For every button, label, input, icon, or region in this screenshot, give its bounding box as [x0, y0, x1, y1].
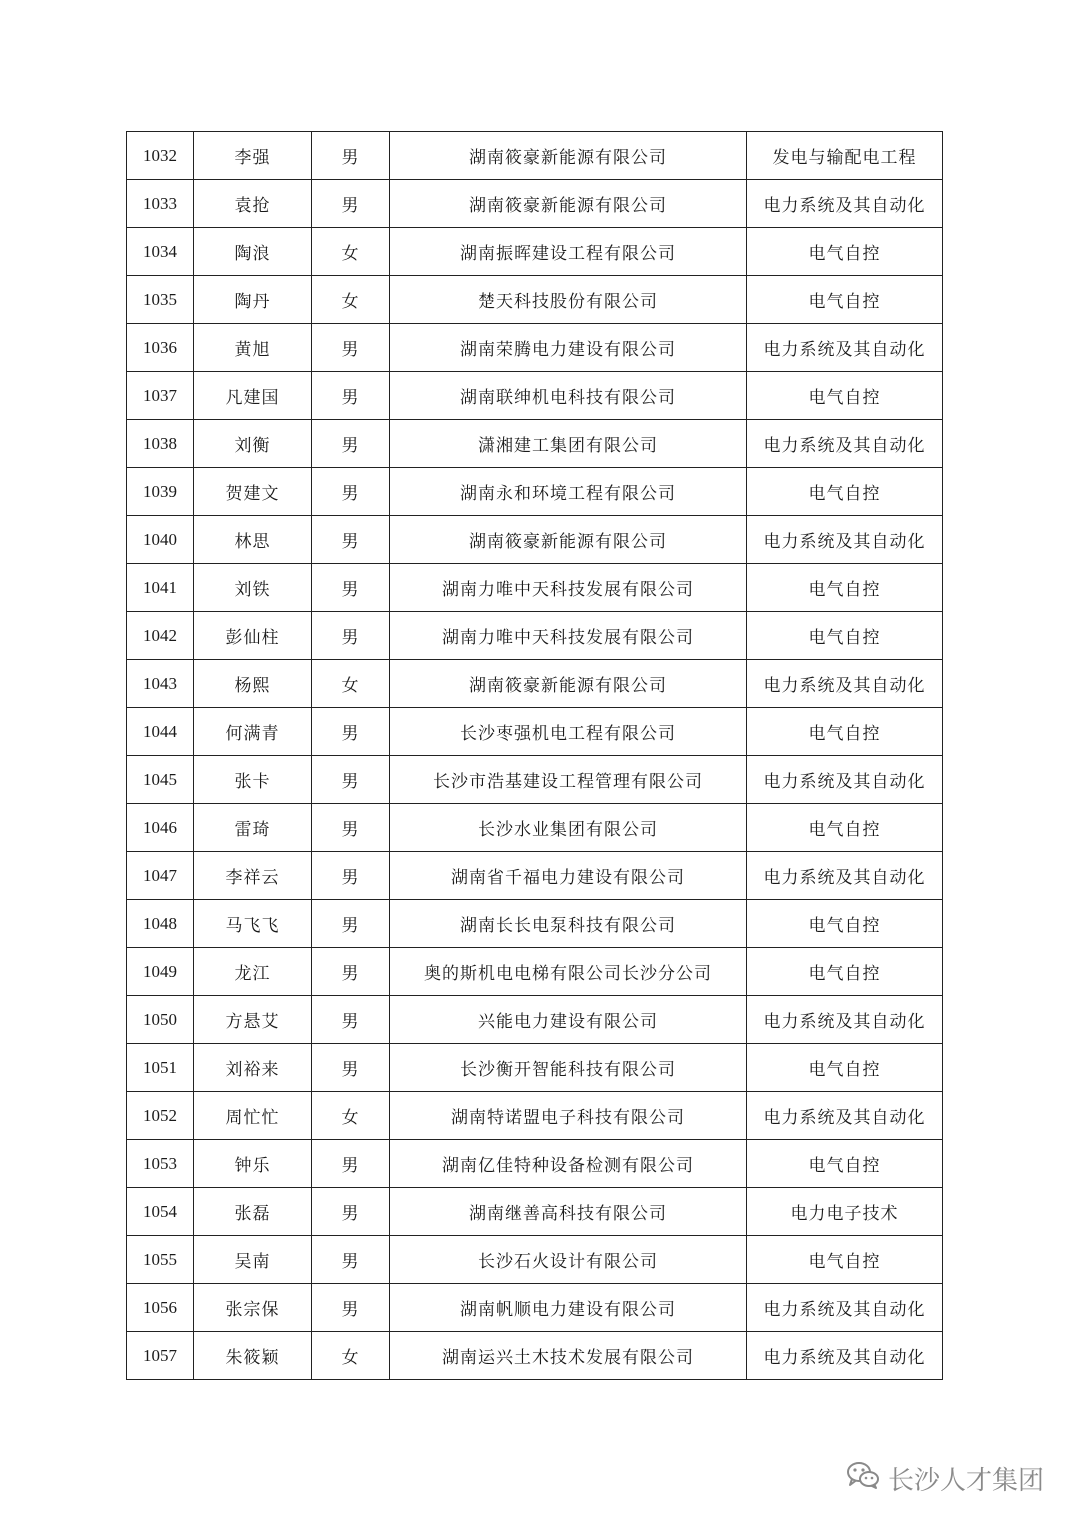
table-row — [127, 708, 943, 756]
cell-gender: 男 — [312, 708, 390, 756]
cell-gender: 男 — [312, 132, 390, 180]
table-row — [127, 1044, 943, 1092]
cell-major: 电气自控 — [747, 372, 943, 420]
table-row — [127, 372, 943, 420]
cell-id: 1045 — [127, 756, 194, 804]
cell-name: 周忙忙 — [194, 1092, 312, 1140]
table-row — [127, 660, 943, 708]
cell-major: 发电与输配电工程 — [747, 132, 943, 180]
cell-gender: 男 — [312, 1236, 390, 1284]
cell-name: 刘裕来 — [194, 1044, 312, 1092]
cell-major: 电气自控 — [747, 564, 943, 612]
table-row — [127, 468, 943, 516]
cell-name: 刘铁 — [194, 564, 312, 612]
watermark — [846, 1460, 1044, 1497]
cell-name: 张磊 — [194, 1188, 312, 1236]
wechat-icon — [846, 1460, 880, 1497]
cell-name: 贺建文 — [194, 468, 312, 516]
cell-gender: 男 — [312, 516, 390, 564]
cell-id: 1046 — [127, 804, 194, 852]
cell-gender: 男 — [312, 1044, 390, 1092]
cell-gender: 女 — [312, 660, 390, 708]
table-row — [127, 900, 943, 948]
cell-company: 潇湘建工集团有限公司 — [390, 420, 747, 468]
cell-major: 电气自控 — [747, 1236, 943, 1284]
cell-company: 兴能电力建设有限公司 — [390, 996, 747, 1044]
cell-gender: 女 — [312, 276, 390, 324]
cell-major: 电力系统及其自动化 — [747, 660, 943, 708]
cell-name: 龙江 — [194, 948, 312, 996]
cell-name: 钟乐 — [194, 1140, 312, 1188]
cell-id: 1038 — [127, 420, 194, 468]
cell-id: 1052 — [127, 1092, 194, 1140]
cell-id: 1042 — [127, 612, 194, 660]
cell-company: 湖南继善高科技有限公司 — [390, 1188, 747, 1236]
cell-company: 长沙水业集团有限公司 — [390, 804, 747, 852]
cell-name: 袁抢 — [194, 180, 312, 228]
cell-gender: 男 — [312, 804, 390, 852]
cell-company: 湖南荣腾电力建设有限公司 — [390, 324, 747, 372]
cell-gender: 男 — [312, 756, 390, 804]
table-row — [127, 1236, 943, 1284]
cell-name: 林思 — [194, 516, 312, 564]
cell-id: 1054 — [127, 1188, 194, 1236]
cell-id: 1032 — [127, 132, 194, 180]
cell-major: 电力系统及其自动化 — [747, 996, 943, 1044]
cell-gender: 男 — [312, 1188, 390, 1236]
cell-major: 电力系统及其自动化 — [747, 516, 943, 564]
roster-table — [126, 131, 943, 1380]
table-row — [127, 1332, 943, 1380]
cell-name: 雷琦 — [194, 804, 312, 852]
cell-id: 1034 — [127, 228, 194, 276]
cell-name: 张卡 — [194, 756, 312, 804]
cell-name: 杨熙 — [194, 660, 312, 708]
cell-id: 1039 — [127, 468, 194, 516]
cell-gender: 男 — [312, 1140, 390, 1188]
cell-id: 1037 — [127, 372, 194, 420]
cell-gender: 女 — [312, 1092, 390, 1140]
cell-gender: 男 — [312, 420, 390, 468]
cell-gender: 女 — [312, 228, 390, 276]
table-row — [127, 228, 943, 276]
cell-gender: 男 — [312, 180, 390, 228]
table-row — [127, 516, 943, 564]
cell-id: 1041 — [127, 564, 194, 612]
cell-name: 方悬艾 — [194, 996, 312, 1044]
cell-id: 1055 — [127, 1236, 194, 1284]
cell-gender: 男 — [312, 612, 390, 660]
cell-company: 长沙衡开智能科技有限公司 — [390, 1044, 747, 1092]
cell-major: 电气自控 — [747, 1140, 943, 1188]
cell-major: 电力系统及其自动化 — [747, 180, 943, 228]
table-row — [127, 180, 943, 228]
cell-company: 长沙市浩基建设工程管理有限公司 — [390, 756, 747, 804]
cell-name: 彭仙柱 — [194, 612, 312, 660]
cell-gender: 男 — [312, 852, 390, 900]
cell-major: 电力系统及其自动化 — [747, 1092, 943, 1140]
cell-gender: 男 — [312, 996, 390, 1044]
cell-major: 电气自控 — [747, 276, 943, 324]
cell-name: 李祥云 — [194, 852, 312, 900]
cell-id: 1035 — [127, 276, 194, 324]
watermark-text: 长沙人才集团 — [887, 1466, 1044, 1496]
table-row — [127, 1284, 943, 1332]
cell-company: 湖南筱豪新能源有限公司 — [390, 180, 747, 228]
cell-major: 电气自控 — [747, 228, 943, 276]
cell-major: 电力系统及其自动化 — [747, 1284, 943, 1332]
cell-major: 电气自控 — [747, 804, 943, 852]
table-row — [127, 996, 943, 1044]
cell-company: 湖南力唯中天科技发展有限公司 — [390, 612, 747, 660]
cell-id: 1048 — [127, 900, 194, 948]
cell-major: 电气自控 — [747, 468, 943, 516]
cell-id: 1056 — [127, 1284, 194, 1332]
cell-company: 湖南亿佳特种设备检测有限公司 — [390, 1140, 747, 1188]
cell-gender: 女 — [312, 1332, 390, 1380]
cell-gender: 男 — [312, 1284, 390, 1332]
cell-gender: 男 — [312, 564, 390, 612]
cell-id: 1044 — [127, 708, 194, 756]
cell-major: 电气自控 — [747, 1044, 943, 1092]
table-row — [127, 420, 943, 468]
cell-major: 电力系统及其自动化 — [747, 756, 943, 804]
table-row — [127, 852, 943, 900]
cell-major: 电气自控 — [747, 900, 943, 948]
cell-gender: 男 — [312, 372, 390, 420]
cell-gender: 男 — [312, 948, 390, 996]
cell-company: 湖南筱豪新能源有限公司 — [390, 660, 747, 708]
cell-company: 湖南特诺盟电子科技有限公司 — [390, 1092, 747, 1140]
cell-gender: 男 — [312, 900, 390, 948]
cell-name: 黄旭 — [194, 324, 312, 372]
cell-company: 湖南运兴土木技术发展有限公司 — [390, 1332, 747, 1380]
cell-id: 1040 — [127, 516, 194, 564]
cell-company: 湖南振晖建设工程有限公司 — [390, 228, 747, 276]
table-row — [127, 132, 943, 180]
cell-name: 吴南 — [194, 1236, 312, 1284]
cell-name: 朱筱颖 — [194, 1332, 312, 1380]
table-row — [127, 1092, 943, 1140]
table-row — [127, 612, 943, 660]
cell-company: 长沙枣强机电工程有限公司 — [390, 708, 747, 756]
cell-id: 1050 — [127, 996, 194, 1044]
cell-id: 1051 — [127, 1044, 194, 1092]
cell-company: 湖南帆顺电力建设有限公司 — [390, 1284, 747, 1332]
cell-gender: 男 — [312, 324, 390, 372]
cell-company: 长沙石火设计有限公司 — [390, 1236, 747, 1284]
cell-id: 1057 — [127, 1332, 194, 1380]
cell-id: 1047 — [127, 852, 194, 900]
cell-name: 张宗保 — [194, 1284, 312, 1332]
table-row — [127, 1140, 943, 1188]
cell-company: 楚天科技股份有限公司 — [390, 276, 747, 324]
cell-name: 刘衡 — [194, 420, 312, 468]
cell-major: 电气自控 — [747, 708, 943, 756]
cell-company: 湖南筱豪新能源有限公司 — [390, 516, 747, 564]
cell-name: 陶浪 — [194, 228, 312, 276]
cell-name: 凡建国 — [194, 372, 312, 420]
cell-major: 电气自控 — [747, 948, 943, 996]
cell-major: 电力电子技术 — [747, 1188, 943, 1236]
cell-id: 1036 — [127, 324, 194, 372]
cell-major: 电力系统及其自动化 — [747, 324, 943, 372]
cell-name: 何满青 — [194, 708, 312, 756]
table-row — [127, 948, 943, 996]
cell-company: 湖南力唯中天科技发展有限公司 — [390, 564, 747, 612]
table-row — [127, 804, 943, 852]
cell-gender: 男 — [312, 468, 390, 516]
table-row — [127, 564, 943, 612]
cell-major: 电力系统及其自动化 — [747, 1332, 943, 1380]
cell-id: 1033 — [127, 180, 194, 228]
table-row — [127, 756, 943, 804]
cell-company: 湖南长长电泵科技有限公司 — [390, 900, 747, 948]
cell-company: 奥的斯机电电梯有限公司长沙分公司 — [390, 948, 747, 996]
cell-company: 湖南永和环境工程有限公司 — [390, 468, 747, 516]
cell-id: 1043 — [127, 660, 194, 708]
table-row — [127, 324, 943, 372]
cell-major: 电力系统及其自动化 — [747, 852, 943, 900]
cell-company: 湖南筱豪新能源有限公司 — [390, 132, 747, 180]
cell-id: 1049 — [127, 948, 194, 996]
cell-name: 陶丹 — [194, 276, 312, 324]
table-row — [127, 276, 943, 324]
cell-name: 李强 — [194, 132, 312, 180]
cell-company: 湖南省千福电力建设有限公司 — [390, 852, 747, 900]
cell-id: 1053 — [127, 1140, 194, 1188]
table-row — [127, 1188, 943, 1236]
cell-major: 电力系统及其自动化 — [747, 420, 943, 468]
cell-major: 电气自控 — [747, 612, 943, 660]
cell-name: 马飞飞 — [194, 900, 312, 948]
cell-company: 湖南联绅机电科技有限公司 — [390, 372, 747, 420]
roster-table-body — [127, 132, 943, 1380]
